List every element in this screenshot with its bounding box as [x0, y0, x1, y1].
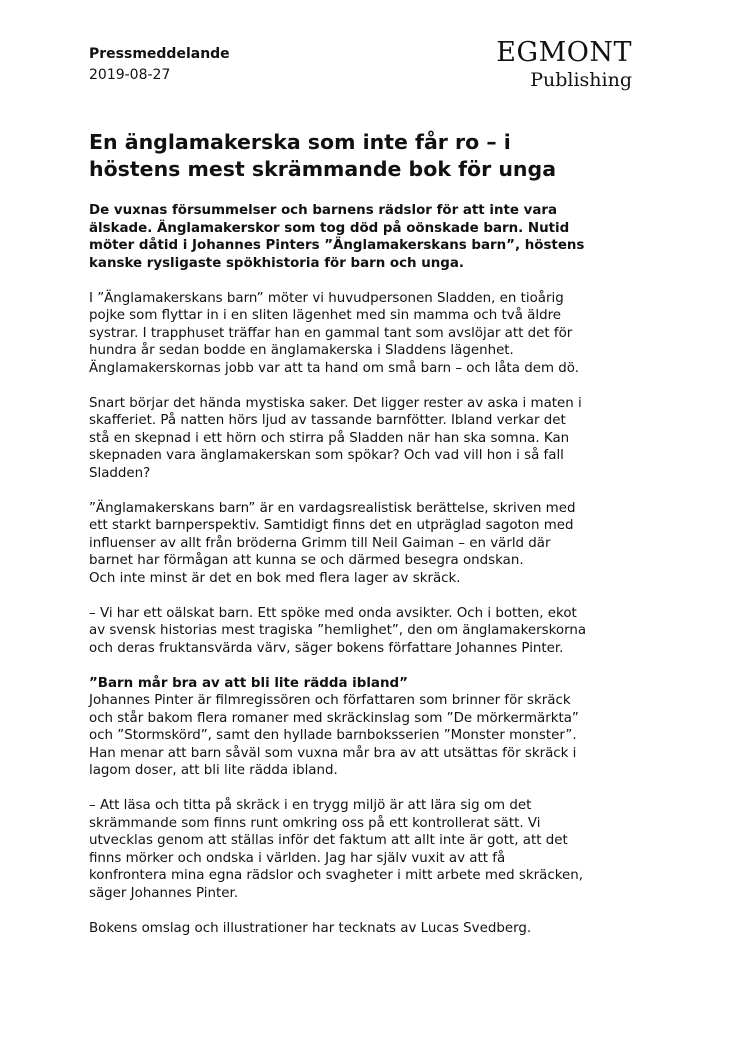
body-line: ett starkt barnperspektiv. Samtidigt finns det en utpräglad sagoton med	[89, 518, 574, 533]
body-line: barnet har förmågan att kunna se och därmed besegra ondskan.	[89, 553, 524, 568]
lead-line: De vuxnas försummelser och barnens rädslor för att inte vara	[89, 203, 558, 218]
body-line: hundra år sedan bodde en änglamakerska i Sladdens lägenhet.	[89, 343, 514, 358]
body-line: skrämmande som finns runt omkring oss på ett kontrollerat sätt. Vi	[89, 815, 541, 831]
body-line: skepnaden vara änglamakerskan som spökar? Och vad vill hon i så fall	[89, 448, 564, 463]
body-line: ”Änglamakerskans barn” är en vardagsrealistisk berättelse, skriven med	[89, 500, 576, 516]
body-line: pojke som flyttar in i en sliten lägenhet med sin mamma och två äldre	[89, 308, 562, 323]
lead-line: kanske rysligaste spökhistoria för barn och unga.	[89, 255, 465, 271]
lead-line: möter dåtid i Johannes Pinters ”Änglamakerskans barn”, höstens	[89, 238, 585, 253]
body-line: finns mörker och ondska i världen. Jag har själv vuxit av att få	[89, 850, 506, 866]
body-line: – Vi har ett oälskat barn. Ett spöke med onda avsikter. Och i botten, ekot	[89, 605, 577, 621]
headline-line: höstens mest skrämmande bok för unga	[89, 157, 557, 181]
article-body	[89, 202, 664, 955]
body-line: skafferiet. På natten hörs ljud av tassande barnfötter. Ibland verkar det	[89, 413, 566, 428]
headline-line: En änglamakerska som inte får ro – i	[89, 130, 511, 154]
body-paragraph-7	[89, 920, 664, 938]
body-line: konfrontera mina egna rädslor och svagheter i mitt arbete med skräcken,	[89, 868, 583, 883]
body-line: Bokens omslag och illustrationer har tecknats av Lucas Svedberg.	[89, 920, 532, 936]
body-line: och ”Stormskörd”, samt den hyllade barnboksserien ”Monster monster”.	[89, 728, 577, 743]
body-line: Han menar att barn såväl som vuxna mår bra av att utsättas för skräck i	[89, 745, 577, 761]
lead-line: älskade. Änglamakerskor som tog död på oönskade barn. Nutid	[89, 220, 570, 236]
body-line: lagom doser, att bli lite rädda ibland.	[89, 763, 338, 778]
body-paragraph-3	[89, 500, 664, 588]
body-line: I ”Änglamakerskans barn” möter vi huvudpersonen Sladden, en tioårig	[89, 290, 564, 306]
body-line: Sladden?	[89, 465, 151, 481]
body-line: Snart börjar det hända mystiska saker. Det ligger rester av aska i maten i	[89, 395, 582, 411]
section-subheading: ”Barn mår bra av att bli lite rädda ibland”	[89, 675, 408, 691]
document-type-label: Pressmeddelande	[89, 46, 230, 62]
body-line: Änglamakerskornas jobb var att ta hand om små barn – och låta dem dö.	[89, 360, 579, 376]
body-paragraph-6	[89, 797, 664, 902]
body-line: och deras fruktansvärda värv, säger bokens författare Johannes Pinter.	[89, 640, 564, 656]
body-paragraph-5	[89, 692, 664, 780]
headline	[89, 129, 669, 183]
body-line: av svensk historias mest tragiska ”hemlighet”, den om änglamakerskorna	[89, 623, 587, 638]
body-line: säger Johannes Pinter.	[89, 885, 238, 901]
egmont-publishing-logo	[496, 38, 632, 92]
body-line: stå en skepnad i ett hörn och stirra på Sladden när han ska somna. Kan	[89, 430, 570, 446]
body-line: och står bakom flera romaner med skräckinslag som ”De mörkermärkta”	[89, 710, 579, 726]
body-paragraph-1	[89, 290, 664, 378]
logo-subtitle: Publishing	[530, 69, 632, 91]
body-line: – Att läsa och titta på skräck i en trygg miljö är att lära sig om det	[89, 798, 532, 813]
body-line: Och inte minst är det en bok med flera lager av skräck.	[89, 570, 461, 586]
body-line: utvecklas genom att ställas inför det faktum att allt inte är gott, att det	[89, 833, 568, 848]
body-line: Johannes Pinter är filmregissören och författaren som brinner för skräck	[89, 693, 571, 708]
body-paragraph-4	[89, 605, 664, 658]
body-line: influenser av allt från bröderna Grimm till Neil Gaiman – en värld där	[89, 535, 551, 551]
body-paragraph-2	[89, 395, 664, 483]
body-line: systrar. I trapphuset träffar han en gammal tant som avslöjar att det för	[89, 325, 573, 341]
logo-wordmark: EGMONT	[496, 37, 632, 68]
lead-paragraph	[89, 202, 664, 272]
release-date: 2019-08-27	[89, 67, 171, 83]
